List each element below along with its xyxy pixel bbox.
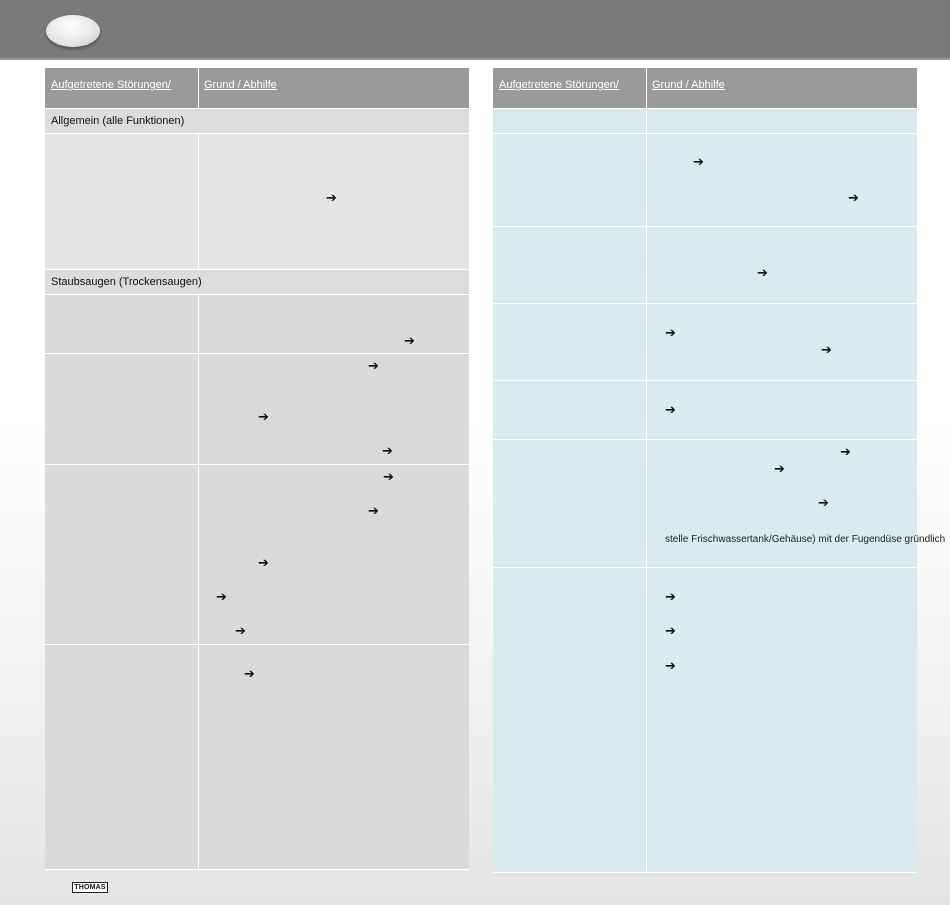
remedy-text: stelle Frischwassertank/Gehäuse) mit der Fugendüse gründlich: [665, 534, 946, 545]
header-problem-label: Aufgetretene Störungen/: [499, 79, 619, 91]
arrow-icon: ➔: [665, 403, 676, 418]
table-cell: [493, 568, 647, 872]
arrow-icon: ➔: [244, 667, 255, 682]
arrow-icon: ➔: [368, 504, 379, 519]
table-row: [493, 227, 917, 304]
arrow-icon: ➔: [404, 334, 415, 349]
header-remedy-label: Grund / Abhilfe: [652, 79, 725, 91]
table-row: [493, 440, 946, 568]
section-vacuum-row: [45, 270, 469, 295]
header-divider: [0, 58, 950, 60]
table-cell: [45, 134, 199, 269]
table-cell: [45, 354, 199, 464]
header-remedy-label: Grund / Abhilfe: [204, 79, 277, 91]
table-row: [493, 134, 917, 227]
table-cell: [45, 295, 199, 353]
troubleshooting-table-left: [45, 68, 469, 870]
arrow-icon: ➔: [383, 470, 394, 485]
arrow-icon: ➔: [757, 266, 768, 281]
arrow-icon: ➔: [774, 462, 785, 477]
arrow-icon: ➔: [258, 410, 269, 425]
arrow-icon: ➔: [848, 191, 859, 206]
arrow-icon: ➔: [216, 590, 227, 605]
table-row: [45, 645, 469, 870]
section-general-label: Allgemein (alle Funktionen): [51, 115, 185, 127]
arrow-icon: ➔: [368, 359, 379, 374]
troubleshooting-table-right: [493, 68, 946, 873]
section-general-row: [45, 109, 469, 134]
arrow-icon: ➔: [665, 590, 676, 605]
table-cell: [45, 645, 199, 869]
table-cell: [493, 109, 647, 133]
table-row: [493, 568, 917, 873]
table-row: [45, 465, 469, 645]
table-row: [45, 134, 469, 270]
arrow-icon: ➔: [818, 496, 829, 511]
table-row: [45, 354, 469, 465]
table-cell: [493, 381, 647, 439]
arrow-icon: ➔: [665, 326, 676, 341]
arrow-icon: ➔: [258, 556, 269, 571]
arrow-icon: ➔: [382, 444, 393, 459]
arrow-icon: ➔: [326, 191, 337, 206]
header-problem-label: Aufgetretene Störungen/: [51, 79, 171, 91]
arrow-icon: ➔: [821, 343, 832, 358]
arrow-icon: ➔: [665, 659, 676, 674]
section-vacuum-label: Staubsaugen (Trockensaugen): [51, 276, 202, 288]
top-header-bar: [0, 0, 950, 58]
arrow-icon: ➔: [840, 445, 851, 460]
arrow-icon: ➔: [665, 624, 676, 639]
table-cell: [45, 465, 199, 644]
table-header-row: [493, 68, 917, 109]
table-cell: [493, 134, 647, 226]
arrow-icon: ➔: [693, 155, 704, 170]
arrow-icon: ➔: [235, 624, 246, 639]
table-header-row: [45, 68, 469, 109]
table-row: [493, 381, 917, 440]
table-row: [493, 304, 917, 381]
table-cell: [493, 227, 647, 303]
table-cell: [493, 440, 647, 567]
table-cell: [493, 304, 647, 380]
brand-logo: THOMAS: [72, 882, 108, 893]
table-row: [45, 295, 469, 354]
page-badge-icon: [46, 15, 100, 47]
section-row: [493, 109, 917, 134]
